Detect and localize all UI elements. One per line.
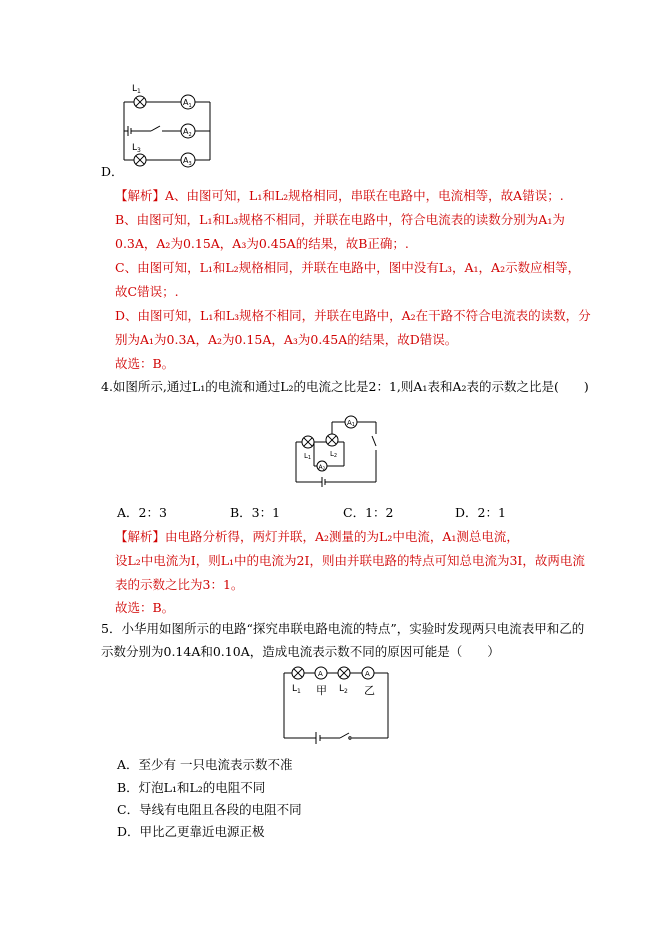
- question-5-stem: 示数分别为0.14A和0.10A，造成电流表示数不同的原因可能是（ ）: [101, 644, 500, 659]
- option-d[interactable]: D．2：1: [455, 505, 506, 520]
- label-l1: L1: [304, 452, 312, 461]
- analysis-line: D、由图可知，L₁和L₃规格不相同，并联在电路中，A₂在干路不符合电流表的读数，分: [115, 308, 591, 323]
- answer-line: 故选：B。: [115, 600, 175, 615]
- label-l2: $L_2$: [339, 684, 348, 695]
- question-4-stem: 4.如图所示,通过L₁的电流和通过L₂的电流之比是2：1,则A₁表和A₂表的示数之比是( ): [101, 379, 589, 394]
- ammeter-jia-label: A: [318, 670, 323, 678]
- answer-line: 故选：B。: [115, 356, 175, 371]
- analysis-tag: 【解析】: [115, 529, 166, 544]
- circuit-diagram-q4: [292, 410, 392, 492]
- label-a3: $A_3$: [183, 156, 192, 167]
- label-a2: $A_2$: [183, 127, 192, 138]
- ammeter-yi-label: A: [365, 670, 370, 678]
- option-c[interactable]: C．1：2: [343, 505, 394, 520]
- analysis-line: 表的示数之比为3：1。: [115, 577, 244, 592]
- option-a[interactable]: A．2：3: [117, 505, 167, 520]
- label-l1: $L_1$: [292, 684, 301, 695]
- label-l1: $L_1$: [132, 84, 141, 95]
- analysis-line: 0.3A，A₂为0.15A，A₃为0.45A的结果，故B正确；.: [115, 236, 409, 251]
- analysis-line: C、由图可知，L₁和L₂规格相同，并联在电路中，图中没有L₃，A₁，A₂示数应相等，: [115, 260, 581, 275]
- question-5-stem: 5．小华用如图所示的电路“探究串联电路电流的特点”，实验时发现两只电流表甲和乙的: [101, 621, 585, 636]
- label-yi: 乙: [364, 684, 375, 697]
- option-c[interactable]: C．导线有电阻且各段的电阻不同: [117, 802, 302, 817]
- analysis-line: 别为A₁为0.3A，A₂为0.15A，A₃为0.45A的结果，故D错误。: [115, 332, 458, 347]
- option-d[interactable]: D．甲比乙更靠近电源正极: [117, 824, 265, 839]
- circuit-diagram-option-d: [118, 80, 218, 176]
- option-d-label: D．: [101, 164, 124, 179]
- analysis-line: 【解析】由电路分析得，两灯并联，A₂测量的为L₂中电流，A₁测总电流，: [115, 529, 519, 544]
- label-l3: $L_3$: [132, 143, 141, 154]
- option-b[interactable]: B．灯泡L₁和L₂的电阻不同: [117, 780, 266, 795]
- analysis-line: B、由图可知，L₁和L₃规格不相同，并联在电路中，符合电流表的读数分别为A₁为: [115, 212, 565, 227]
- analysis-line: 故C错误；.: [115, 284, 179, 299]
- label-a1: A1: [347, 419, 355, 428]
- label-a2: A2: [318, 464, 326, 471]
- analysis-line: 设L₂中电流为I，则L₁中的电流为2I，则由并联电路的特点可知总电流为3I，故两电流: [115, 553, 585, 568]
- option-b[interactable]: B．3：1: [230, 505, 281, 520]
- analysis-tag: 【解析】: [115, 188, 166, 203]
- option-a[interactable]: A．至少有 一只电流表示数不准: [117, 757, 293, 772]
- label-l2: L2: [330, 450, 338, 459]
- label-jia: 甲: [316, 684, 327, 697]
- analysis-line: 【解析】A、由图可知，L₁和L₂规格相同，串联在电路中，电流相等，故A错误；.: [115, 188, 564, 203]
- label-a1: $A_1$: [183, 98, 192, 109]
- circuit-diagram-q5: [280, 664, 392, 748]
